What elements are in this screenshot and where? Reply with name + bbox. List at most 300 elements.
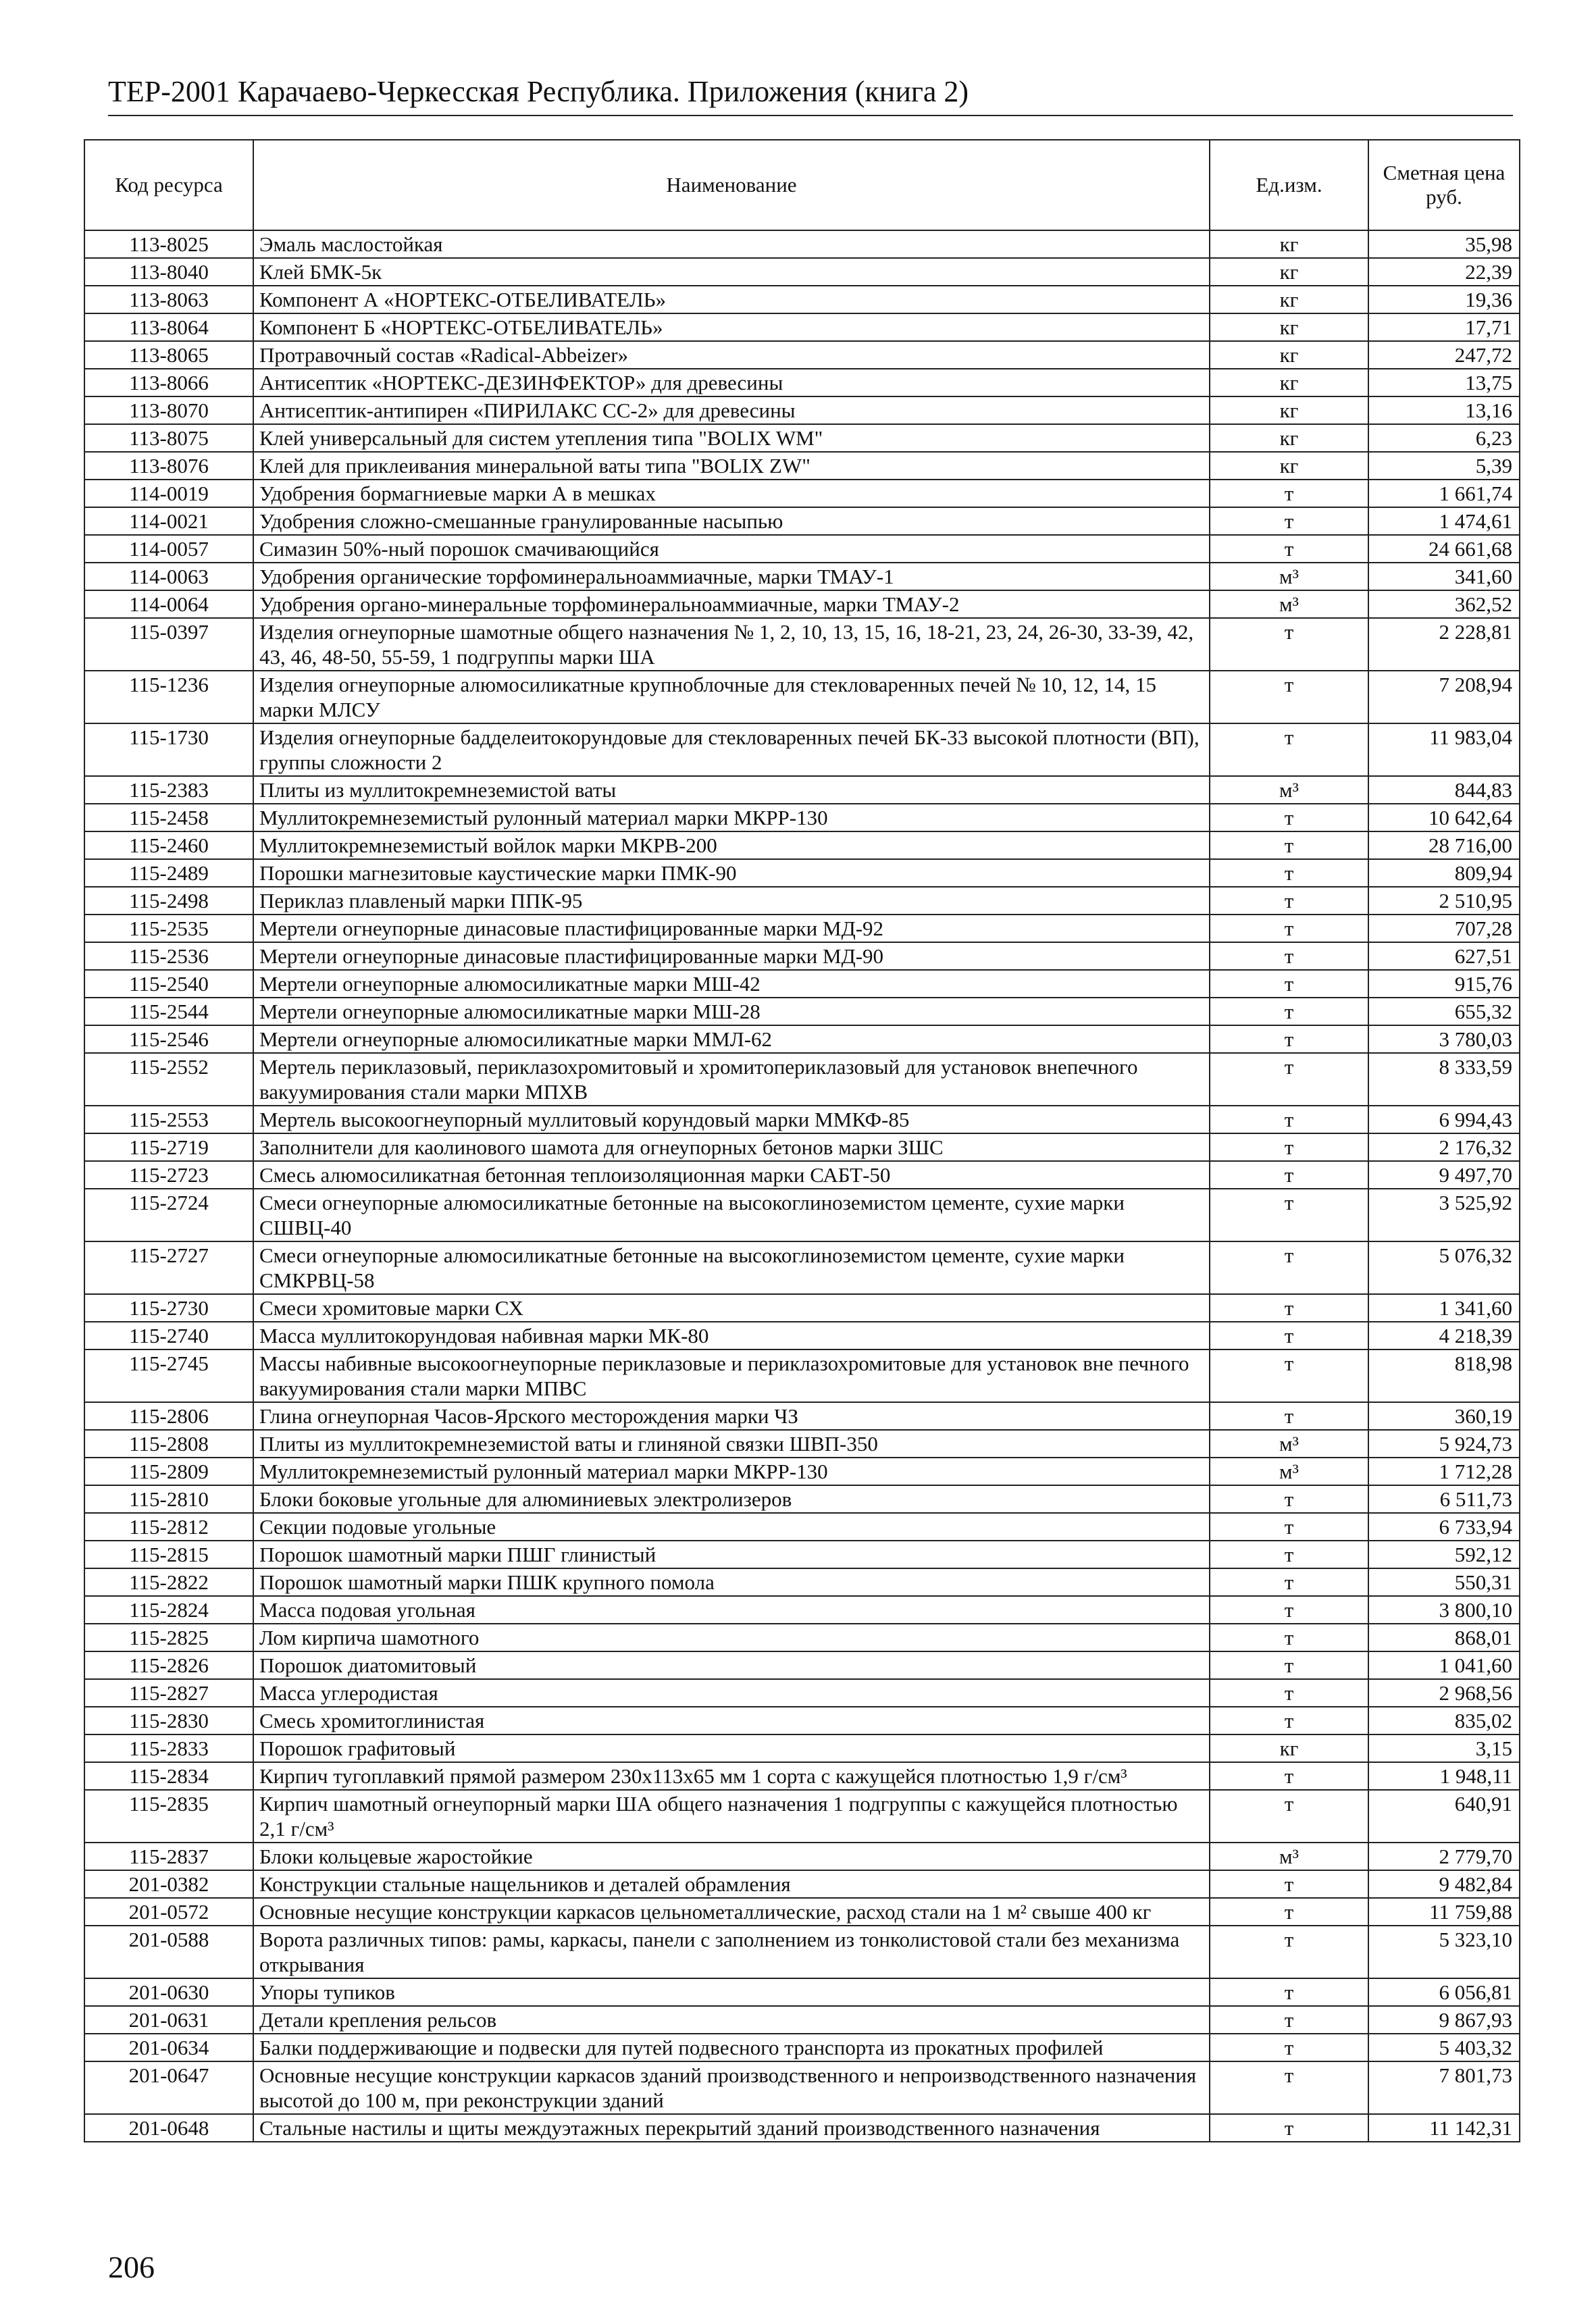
cell-name: Мертель периклазовый, периклазохромитовый и хромитопериклазовый для установок внепечного вакуумирования стали марки МПХВ: [253, 1053, 1210, 1106]
cell-code: 113-8025: [84, 230, 253, 258]
table-row: [84, 1025, 1520, 1053]
cell-name: Масса муллитокорундовая набивная марки МК-80: [253, 1322, 1210, 1349]
cell-unit: т: [1210, 1402, 1368, 1430]
cell-code: 115-2536: [84, 942, 253, 970]
cell-code: 115-2810: [84, 1485, 253, 1513]
cell-name: Удобрения сложно-смешанные гранулированные насыпью: [253, 507, 1210, 535]
table-row: [84, 1402, 1520, 1430]
table-row: [84, 887, 1520, 915]
cell-code: 114-0021: [84, 507, 253, 535]
cell-price: 2 176,32: [1368, 1133, 1520, 1161]
table-row: [84, 1651, 1520, 1679]
cell-unit: т: [1210, 2114, 1368, 2142]
table-row: [84, 1898, 1520, 1926]
cell-unit: т: [1210, 1241, 1368, 1294]
cell-unit: т: [1210, 1568, 1368, 1596]
table-row: [84, 1734, 1520, 1762]
table-row: [84, 1978, 1520, 2006]
cell-price: 11 759,88: [1368, 1898, 1520, 1926]
cell-code: 115-1730: [84, 723, 253, 776]
cell-name: Упоры тупиков: [253, 1978, 1210, 2006]
cell-name: Мертели огнеупорные динасовые пластифицированные марки МД-92: [253, 915, 1210, 942]
cell-unit: т: [1210, 1870, 1368, 1898]
cell-name: Порошок шамотный марки ПШК крупного помола: [253, 1568, 1210, 1596]
cell-unit: т: [1210, 1978, 1368, 2006]
cell-price: 19,36: [1368, 286, 1520, 313]
table-row: [84, 1458, 1520, 1485]
table-row: [84, 671, 1520, 723]
cell-code: 201-0631: [84, 2006, 253, 2034]
cell-code: 114-0019: [84, 480, 253, 507]
table-row: [84, 1790, 1520, 1843]
page-title: ТЕР-2001 Карачаево-Черкесская Республика. Приложения (книга 2): [108, 73, 1513, 116]
cell-price: 247,72: [1368, 341, 1520, 369]
cell-price: 655,32: [1368, 998, 1520, 1025]
cell-price: 707,28: [1368, 915, 1520, 942]
cell-unit: т: [1210, 1651, 1368, 1679]
cell-name: Симазин 50%-ный порошок смачивающийся: [253, 535, 1210, 563]
table-row: [84, 1349, 1520, 1402]
price-table: [84, 139, 1520, 2142]
cell-unit: т: [1210, 942, 1368, 970]
cell-name: Удобрения бормагниевые марки А в мешках: [253, 480, 1210, 507]
cell-price: 3 800,10: [1368, 1596, 1520, 1624]
cell-code: 115-2383: [84, 776, 253, 804]
column-header-name: Наименование: [253, 140, 1210, 230]
cell-code: 114-0057: [84, 535, 253, 563]
cell-code: 115-2724: [84, 1189, 253, 1241]
cell-unit: м³: [1210, 1843, 1368, 1870]
table-row: [84, 831, 1520, 859]
cell-unit: т: [1210, 1596, 1368, 1624]
table-row: [84, 1707, 1520, 1734]
table-row: [84, 618, 1520, 671]
cell-code: 115-2830: [84, 1707, 253, 1734]
cell-price: 6,23: [1368, 424, 1520, 452]
table-row: [84, 1294, 1520, 1322]
cell-name: Основные несущие конструкции каркасов зданий производственного и непроизводственного назначения высотой до 100 м, при реконструкции зданий: [253, 2061, 1210, 2114]
table-row: [84, 1430, 1520, 1458]
cell-name: Изделия огнеупорные шамотные общего назначения № 1, 2, 10, 13, 15, 16, 18-21, 23, 24, 26-30, 33-39, 42, 43, 46, 48-50, 55-59, 1 подгруппы марки ША: [253, 618, 1210, 671]
cell-name: Порошок диатомитовый: [253, 1651, 1210, 1679]
cell-price: 9 867,93: [1368, 2006, 1520, 2034]
cell-name: Основные несущие конструкции каркасов цельнометаллические, расход стали на 1 м² свыше 400 кг: [253, 1898, 1210, 1926]
cell-name: Кирпич тугоплавкий прямой размером 230х113х65 мм 1 сорта с кажущейся плотностью 1,9 г/см³: [253, 1762, 1210, 1790]
table-row: [84, 1870, 1520, 1898]
table-row: [84, 2061, 1520, 2114]
cell-unit: кг: [1210, 424, 1368, 452]
cell-code: 115-2719: [84, 1133, 253, 1161]
cell-price: 592,12: [1368, 1541, 1520, 1568]
cell-name: Муллитокремнеземистый войлок марки МКРВ-200: [253, 831, 1210, 859]
cell-name: Мертели огнеупорные алюмосиликатные марки МШ-28: [253, 998, 1210, 1025]
cell-unit: т: [1210, 723, 1368, 776]
cell-unit: т: [1210, 1679, 1368, 1707]
cell-unit: кг: [1210, 452, 1368, 480]
cell-price: 809,94: [1368, 859, 1520, 887]
cell-code: 115-2552: [84, 1053, 253, 1106]
cell-price: 3 780,03: [1368, 1025, 1520, 1053]
cell-name: Лом кирпича шамотного: [253, 1624, 1210, 1651]
table-row: [84, 1241, 1520, 1294]
cell-unit: т: [1210, 1025, 1368, 1053]
table-row: [84, 1161, 1520, 1189]
cell-unit: кг: [1210, 286, 1368, 313]
table-row: [84, 1843, 1520, 1870]
cell-unit: т: [1210, 1762, 1368, 1790]
table-row: [84, 1106, 1520, 1133]
cell-code: 115-2460: [84, 831, 253, 859]
table-row: [84, 804, 1520, 831]
cell-code: 115-2827: [84, 1679, 253, 1707]
cell-unit: т: [1210, 2061, 1368, 2114]
cell-name: Антисептик-антипирен «ПИРИЛАКС СС-2» для древесины: [253, 396, 1210, 424]
cell-code: 114-0064: [84, 590, 253, 618]
cell-code: 113-8065: [84, 341, 253, 369]
cell-code: 115-2730: [84, 1294, 253, 1322]
cell-price: 9 482,84: [1368, 1870, 1520, 1898]
cell-code: 115-2808: [84, 1430, 253, 1458]
cell-code: 113-8070: [84, 396, 253, 424]
cell-code: 115-2727: [84, 1241, 253, 1294]
table-row: [84, 563, 1520, 590]
table-row: [84, 1926, 1520, 1978]
cell-price: 3 525,92: [1368, 1189, 1520, 1241]
table-row: [84, 942, 1520, 970]
cell-name: Муллитокремнеземистый рулонный материал марки МКРР-130: [253, 804, 1210, 831]
table-row: [84, 230, 1520, 258]
cell-price: 835,02: [1368, 1707, 1520, 1734]
cell-unit: м³: [1210, 1430, 1368, 1458]
cell-price: 11 983,04: [1368, 723, 1520, 776]
cell-code: 113-8076: [84, 452, 253, 480]
cell-code: 115-2825: [84, 1624, 253, 1651]
cell-code: 115-2546: [84, 1025, 253, 1053]
table-row: [84, 1679, 1520, 1707]
table-row: [84, 535, 1520, 563]
cell-price: 1 041,60: [1368, 1651, 1520, 1679]
cell-unit: т: [1210, 831, 1368, 859]
cell-name: Клей БМК-5к: [253, 258, 1210, 286]
cell-code: 113-8075: [84, 424, 253, 452]
cell-unit: кг: [1210, 396, 1368, 424]
cell-price: 5 076,32: [1368, 1241, 1520, 1294]
cell-price: 3,15: [1368, 1734, 1520, 1762]
cell-name: Стальные настилы и щиты междуэтажных перекрытий зданий производственного назначения: [253, 2114, 1210, 2142]
cell-unit: т: [1210, 535, 1368, 563]
cell-code: 115-2740: [84, 1322, 253, 1349]
cell-name: Периклаз плавленый марки ППК-95: [253, 887, 1210, 915]
cell-name: Удобрения органические торфоминеральноаммиачные, марки ТМАУ-1: [253, 563, 1210, 590]
cell-price: 2 510,95: [1368, 887, 1520, 915]
cell-unit: т: [1210, 507, 1368, 535]
cell-code: 115-2553: [84, 1106, 253, 1133]
cell-name: Изделия огнеупорные алюмосиликатные крупноблочные для стекловаренных печей № 10, 12, 14, 15 марки МЛСУ: [253, 671, 1210, 723]
cell-price: 22,39: [1368, 258, 1520, 286]
cell-price: 868,01: [1368, 1624, 1520, 1651]
cell-name: Смесь хромитоглинистая: [253, 1707, 1210, 1734]
cell-price: 844,83: [1368, 776, 1520, 804]
cell-code: 115-2837: [84, 1843, 253, 1870]
cell-price: 2 228,81: [1368, 618, 1520, 671]
cell-unit: т: [1210, 887, 1368, 915]
cell-name: Глина огнеупорная Часов-Ярского месторождения марки ЧЗ: [253, 1402, 1210, 1430]
table-row: [84, 369, 1520, 396]
cell-code: 115-2822: [84, 1568, 253, 1596]
cell-price: 5,39: [1368, 452, 1520, 480]
cell-code: 113-8066: [84, 369, 253, 396]
cell-code: 115-2834: [84, 1762, 253, 1790]
cell-unit: т: [1210, 1898, 1368, 1926]
table-row: [84, 776, 1520, 804]
cell-code: 115-2745: [84, 1349, 253, 1402]
cell-unit: т: [1210, 1106, 1368, 1133]
cell-unit: т: [1210, 1349, 1368, 1402]
cell-name: Смесь алюмосиликатная бетонная теплоизоляционная марки САБТ-50: [253, 1161, 1210, 1189]
cell-code: 115-2540: [84, 970, 253, 998]
table-row: [84, 723, 1520, 776]
cell-unit: т: [1210, 480, 1368, 507]
cell-code: 113-8063: [84, 286, 253, 313]
cell-unit: кг: [1210, 258, 1368, 286]
cell-code: 201-0647: [84, 2061, 253, 2114]
cell-name: Муллитокремнеземистый рулонный материал марки МКРР-130: [253, 1458, 1210, 1485]
cell-code: 201-0630: [84, 1978, 253, 2006]
cell-name: Компонент А «НОРТЕКС-ОТБЕЛИВАТЕЛЬ»: [253, 286, 1210, 313]
cell-unit: кг: [1210, 313, 1368, 341]
cell-code: 115-2535: [84, 915, 253, 942]
cell-code: 115-0397: [84, 618, 253, 671]
cell-code: 201-0634: [84, 2034, 253, 2061]
cell-name: Порошки магнезитовые каустические марки ПМК-90: [253, 859, 1210, 887]
cell-unit: т: [1210, 915, 1368, 942]
table-row: [84, 2114, 1520, 2142]
table-row: [84, 480, 1520, 507]
cell-unit: т: [1210, 1513, 1368, 1541]
cell-price: 6 733,94: [1368, 1513, 1520, 1541]
cell-name: Порошок графитовый: [253, 1734, 1210, 1762]
cell-name: Порошок шамотный марки ПШГ глинистый: [253, 1541, 1210, 1568]
cell-name: Мертели огнеупорные алюмосиликатные марки ММЛ-62: [253, 1025, 1210, 1053]
table-row: [84, 1596, 1520, 1624]
cell-name: Мертели огнеупорные алюмосиликатные марки МШ-42: [253, 970, 1210, 998]
cell-unit: м³: [1210, 590, 1368, 618]
table-row: [84, 396, 1520, 424]
table-row: [84, 1189, 1520, 1241]
cell-price: 5 323,10: [1368, 1926, 1520, 1978]
cell-code: 114-0063: [84, 563, 253, 590]
cell-name: Компонент Б «НОРТЕКС-ОТБЕЛИВАТЕЛЬ»: [253, 313, 1210, 341]
cell-unit: т: [1210, 2034, 1368, 2061]
cell-unit: т: [1210, 859, 1368, 887]
cell-name: Смеси огнеупорные алюмосиликатные бетонные на высокоглиноземистом цементе, сухие марки СМКРВЦ-58: [253, 1241, 1210, 1294]
cell-code: 113-8040: [84, 258, 253, 286]
table-row: [84, 313, 1520, 341]
cell-price: 13,16: [1368, 396, 1520, 424]
cell-code: 115-2824: [84, 1596, 253, 1624]
cell-name: Заполнители для каолинового шамота для огнеупорных бетонов марки ЗШС: [253, 1133, 1210, 1161]
table-row: [84, 1541, 1520, 1568]
cell-name: Кирпич шамотный огнеупорный марки ША общего назначения 1 подгруппы с кажущейся плотностью 2,1 г/см³: [253, 1790, 1210, 1843]
cell-unit: кг: [1210, 369, 1368, 396]
cell-unit: т: [1210, 1133, 1368, 1161]
cell-unit: т: [1210, 1053, 1368, 1106]
cell-code: 115-2458: [84, 804, 253, 831]
cell-unit: т: [1210, 1322, 1368, 1349]
table-header-row: [84, 140, 1520, 230]
cell-name: Массы набивные высокоогнеупорные периклазовые и периклазохромитовые для установок вне печного вакуумирования стали марки МПВС: [253, 1349, 1210, 1402]
cell-unit: т: [1210, 2006, 1368, 2034]
cell-code: 115-2723: [84, 1161, 253, 1189]
cell-unit: т: [1210, 1541, 1368, 1568]
table-row: [84, 590, 1520, 618]
cell-price: 360,19: [1368, 1402, 1520, 1430]
table-row: [84, 424, 1520, 452]
cell-name: Мертель высокоогнеупорный муллитовый корундовый марки ММКФ-85: [253, 1106, 1210, 1133]
cell-name: Плиты из муллитокремнеземистой ваты: [253, 776, 1210, 804]
cell-code: 115-2498: [84, 887, 253, 915]
table-row: [84, 998, 1520, 1025]
table-row: [84, 1053, 1520, 1106]
cell-name: Смеси хромитовые марки СХ: [253, 1294, 1210, 1322]
cell-unit: м³: [1210, 563, 1368, 590]
table-row: [84, 452, 1520, 480]
table-row: [84, 970, 1520, 998]
column-header-price: Сметная цена руб.: [1368, 140, 1520, 230]
table-row: [84, 258, 1520, 286]
cell-unit: т: [1210, 671, 1368, 723]
table-row: [84, 2034, 1520, 2061]
cell-name: Изделия огнеупорные бадделеитокорундовые для стекловаренных печей БК-33 высокой плотности (ВП), группы сложности 2: [253, 723, 1210, 776]
cell-unit: т: [1210, 1161, 1368, 1189]
column-header-code: Код ресурса: [84, 140, 253, 230]
cell-price: 2 968,56: [1368, 1679, 1520, 1707]
cell-price: 1 474,61: [1368, 507, 1520, 535]
cell-code: 115-2489: [84, 859, 253, 887]
cell-name: Клей для приклеивания минеральной ваты типа "BOLIX ZW": [253, 452, 1210, 480]
cell-code: 115-2544: [84, 998, 253, 1025]
cell-price: 8 333,59: [1368, 1053, 1520, 1106]
cell-name: Детали крепления рельсов: [253, 2006, 1210, 2034]
cell-price: 1 661,74: [1368, 480, 1520, 507]
table-row: [84, 1513, 1520, 1541]
cell-price: 6 994,43: [1368, 1106, 1520, 1133]
table-row: [84, 1133, 1520, 1161]
cell-name: Ворота различных типов: рамы, каркасы, панели с заполнением из тонколистовой стали без механизма открывания: [253, 1926, 1210, 1978]
cell-name: Блоки кольцевые жаростойкие: [253, 1843, 1210, 1870]
cell-unit: кг: [1210, 1734, 1368, 1762]
cell-price: 2 779,70: [1368, 1843, 1520, 1870]
cell-unit: т: [1210, 1624, 1368, 1651]
cell-price: 5 403,32: [1368, 2034, 1520, 2061]
cell-name: Удобрения органо-минеральные торфоминеральноаммиачные, марки ТМАУ-2: [253, 590, 1210, 618]
table-row: [84, 859, 1520, 887]
cell-name: Плиты из муллитокремнеземистой ваты и глиняной связки ШВП-350: [253, 1430, 1210, 1458]
cell-unit: м³: [1210, 1458, 1368, 1485]
cell-unit: т: [1210, 1485, 1368, 1513]
cell-price: 362,52: [1368, 590, 1520, 618]
cell-name: Масса подовая угольная: [253, 1596, 1210, 1624]
cell-code: 201-0382: [84, 1870, 253, 1898]
cell-name: Балки поддерживающие и подвески для путей подвесного транспорта из прокатных профилей: [253, 2034, 1210, 2061]
table-row: [84, 1762, 1520, 1790]
cell-code: 115-2809: [84, 1458, 253, 1485]
cell-code: 115-2812: [84, 1513, 253, 1541]
table-row: [84, 1485, 1520, 1513]
cell-name: Конструкции стальные нащельников и деталей обрамления: [253, 1870, 1210, 1898]
cell-unit: т: [1210, 1926, 1368, 1978]
cell-name: Смеси огнеупорные алюмосиликатные бетонные на высокоглиноземистом цементе, сухие марки СШВЦ-40: [253, 1189, 1210, 1241]
cell-name: Секции подовые угольные: [253, 1513, 1210, 1541]
cell-code: 115-1236: [84, 671, 253, 723]
cell-price: 627,51: [1368, 942, 1520, 970]
cell-price: 341,60: [1368, 563, 1520, 590]
cell-unit: т: [1210, 1189, 1368, 1241]
cell-code: 115-2833: [84, 1734, 253, 1762]
column-header-unit: Ед.изм.: [1210, 140, 1368, 230]
cell-code: 115-2806: [84, 1402, 253, 1430]
cell-unit: т: [1210, 970, 1368, 998]
cell-name: Блоки боковые угольные для алюминиевых электролизеров: [253, 1485, 1210, 1513]
cell-price: 4 218,39: [1368, 1322, 1520, 1349]
cell-price: 11 142,31: [1368, 2114, 1520, 2142]
cell-code: 115-2826: [84, 1651, 253, 1679]
cell-price: 13,75: [1368, 369, 1520, 396]
table-row: [84, 1568, 1520, 1596]
cell-price: 640,91: [1368, 1790, 1520, 1843]
cell-unit: т: [1210, 1707, 1368, 1734]
cell-name: Масса углеродистая: [253, 1679, 1210, 1707]
cell-code: 115-2835: [84, 1790, 253, 1843]
cell-name: Клей универсальный для систем утепления типа "BOLIX WM": [253, 424, 1210, 452]
cell-name: Эмаль маслостойкая: [253, 230, 1210, 258]
table-row: [84, 341, 1520, 369]
cell-code: 201-0648: [84, 2114, 253, 2142]
cell-price: 17,71: [1368, 313, 1520, 341]
cell-price: 550,31: [1368, 1568, 1520, 1596]
cell-unit: т: [1210, 1294, 1368, 1322]
cell-price: 28 716,00: [1368, 831, 1520, 859]
table-row: [84, 2006, 1520, 2034]
cell-name: Протравочный состав «Radical-Abbeizer»: [253, 341, 1210, 369]
cell-unit: кг: [1210, 341, 1368, 369]
table-row: [84, 1624, 1520, 1651]
cell-code: 113-8064: [84, 313, 253, 341]
cell-price: 9 497,70: [1368, 1161, 1520, 1189]
page-number: 206: [108, 2250, 155, 2284]
cell-price: 6 511,73: [1368, 1485, 1520, 1513]
cell-unit: кг: [1210, 230, 1368, 258]
cell-price: 6 056,81: [1368, 1978, 1520, 2006]
cell-price: 818,98: [1368, 1349, 1520, 1402]
cell-price: 7 801,73: [1368, 2061, 1520, 2114]
cell-code: 201-0588: [84, 1926, 253, 1978]
table-row: [84, 1322, 1520, 1349]
cell-price: 915,76: [1368, 970, 1520, 998]
cell-price: 5 924,73: [1368, 1430, 1520, 1458]
cell-price: 1 948,11: [1368, 1762, 1520, 1790]
cell-price: 1 712,28: [1368, 1458, 1520, 1485]
cell-unit: т: [1210, 1790, 1368, 1843]
cell-name: Антисептик «НОРТЕКС-ДЕЗИНФЕКТОР» для древесины: [253, 369, 1210, 396]
cell-code: 115-2815: [84, 1541, 253, 1568]
cell-name: Мертели огнеупорные динасовые пластифицированные марки МД-90: [253, 942, 1210, 970]
cell-price: 24 661,68: [1368, 535, 1520, 563]
table-row: [84, 915, 1520, 942]
cell-unit: т: [1210, 804, 1368, 831]
cell-unit: т: [1210, 998, 1368, 1025]
cell-code: 201-0572: [84, 1898, 253, 1926]
